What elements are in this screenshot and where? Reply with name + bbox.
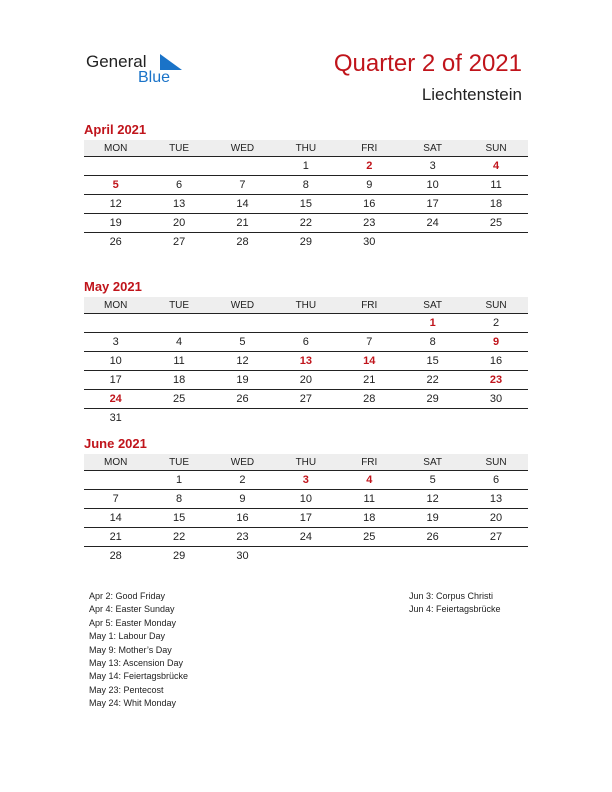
week-row	[84, 176, 528, 195]
weekday-label: SUN	[485, 299, 507, 311]
weekday-header	[84, 454, 528, 471]
weekday-label: SAT	[423, 456, 442, 468]
weekday-label: WED	[230, 456, 255, 468]
month-title: April 2021	[84, 122, 147, 137]
day-cell: 16	[236, 512, 249, 524]
day-cell: 19	[426, 512, 439, 524]
weekday-label: THU	[295, 299, 317, 311]
logo	[86, 52, 196, 90]
week-row	[84, 157, 528, 176]
weekday-label: SAT	[423, 142, 442, 154]
day-cell: 25	[172, 393, 186, 405]
week-row	[84, 390, 528, 409]
day-cell: 12	[426, 493, 439, 505]
day-cell: 26	[109, 236, 122, 248]
month-june	[84, 436, 528, 565]
day-cell: 3	[429, 160, 436, 172]
day-cell: 6	[176, 179, 183, 191]
weekday-label: WED	[230, 142, 255, 154]
day-cell: 27	[299, 393, 312, 405]
day-cell: 8	[429, 336, 436, 348]
week-row	[84, 352, 528, 371]
weekday-label: FRI	[361, 299, 378, 311]
weekday-label: SUN	[485, 142, 507, 154]
holiday-item: Jun 4: Feiertagsbrücke	[409, 604, 501, 615]
day-cell: 2	[366, 160, 373, 172]
holiday-list-right	[409, 590, 501, 617]
week-row	[84, 528, 528, 547]
day-cell: 21	[109, 531, 122, 543]
day-cell: 9	[492, 336, 500, 348]
day-cell: 12	[236, 355, 249, 367]
weekday-label: SUN	[485, 456, 507, 468]
week-row	[84, 371, 528, 390]
day-cell: 21	[236, 217, 249, 229]
weekday-label: SAT	[423, 299, 442, 311]
weekday-label: FRI	[361, 142, 378, 154]
week-row	[84, 490, 528, 509]
weekday-label: TUE	[169, 456, 190, 468]
day-cell: 14	[109, 512, 122, 524]
day-cell: 6	[302, 336, 309, 348]
day-cell: 12	[109, 198, 122, 210]
day-cell: 26	[236, 393, 249, 405]
day-cell: 1	[429, 317, 436, 329]
week-row	[84, 233, 528, 251]
week-row	[84, 509, 528, 528]
day-cell: 22	[426, 374, 439, 386]
day-cell: 11	[173, 355, 185, 367]
logo-triangle-icon	[160, 54, 182, 70]
day-cell: 30	[236, 550, 249, 562]
holiday-item: May 9: Mother’s Day	[89, 644, 172, 655]
holiday-item: Apr 2: Good Friday	[89, 591, 166, 601]
day-cell: 24	[426, 217, 439, 229]
day-cell: 28	[236, 236, 249, 248]
day-cell: 6	[492, 474, 500, 486]
day-cell: 23	[236, 531, 249, 543]
weekday-header	[84, 297, 528, 314]
holiday-item: May 1: Labour Day	[89, 631, 166, 642]
logo-general-text: General	[86, 52, 147, 71]
holiday-item: Apr 4: Easter Sunday	[89, 604, 175, 615]
weekday-label: MON	[104, 299, 128, 311]
day-cell: 30	[363, 236, 376, 248]
week-row	[84, 471, 528, 490]
day-cell: 29	[426, 393, 439, 405]
day-cell: 4	[176, 336, 183, 348]
day-cell: 2	[239, 474, 246, 486]
holiday-list-left	[89, 590, 188, 711]
day-cell: 15	[299, 198, 312, 210]
day-cell: 5	[239, 336, 246, 348]
day-cell: 7	[366, 336, 373, 348]
day-cell: 3	[112, 336, 119, 348]
holiday-item: Jun 3: Corpus Christi	[409, 591, 494, 601]
holiday-item: Apr 5: Easter Monday	[89, 617, 177, 628]
day-cell: 14	[363, 355, 376, 367]
day-cell: 2	[492, 317, 500, 329]
weekday-label: WED	[230, 299, 255, 311]
weekday-label: MON	[104, 456, 128, 468]
day-cell: 11	[490, 179, 502, 191]
weekday-label: THU	[295, 142, 317, 154]
month-may	[84, 279, 528, 427]
week-row	[84, 314, 528, 333]
day-cell: 29	[299, 236, 312, 248]
weekday-label: THU	[295, 456, 317, 468]
day-cell: 20	[489, 512, 503, 524]
day-cell: 27	[172, 236, 186, 248]
day-cell: 5	[429, 474, 436, 486]
day-cell: 22	[172, 531, 186, 543]
day-cell: 19	[236, 374, 249, 386]
day-cell: 14	[236, 198, 249, 210]
day-cell: 21	[363, 374, 376, 386]
day-cell: 26	[426, 531, 439, 543]
day-cell: 11	[363, 493, 375, 505]
week-row	[84, 214, 528, 233]
day-cell: 8	[302, 179, 309, 191]
weekday-label: TUE	[169, 299, 190, 311]
holiday-item: May 24: Whit Monday	[89, 698, 177, 709]
day-cell: 8	[176, 493, 183, 505]
country-name: Liechtenstein	[421, 85, 522, 104]
day-cell: 19	[109, 217, 122, 229]
week-row	[84, 547, 528, 565]
week-row	[84, 333, 528, 352]
day-cell: 23	[489, 374, 503, 386]
week-row	[84, 195, 528, 214]
weekday-label: MON	[104, 142, 128, 154]
day-cell: 1	[302, 160, 309, 172]
day-cell: 27	[489, 531, 503, 543]
day-cell: 30	[489, 393, 503, 405]
weekday-label: FRI	[361, 456, 378, 468]
day-cell: 25	[489, 217, 503, 229]
month-april	[84, 122, 528, 251]
day-cell: 18	[172, 374, 186, 386]
day-cell: 24	[109, 393, 122, 405]
day-cell: 15	[426, 355, 439, 367]
day-cell: 13	[172, 198, 186, 210]
day-cell: 5	[112, 179, 119, 191]
day-cell: 18	[363, 512, 376, 524]
day-cell: 9	[239, 493, 246, 505]
day-cell: 17	[426, 198, 439, 210]
month-title: May 2021	[84, 279, 142, 294]
day-cell: 7	[112, 493, 119, 505]
logo-blue-text: Blue	[138, 69, 171, 86]
day-cell: 24	[299, 531, 312, 543]
weekday-label: TUE	[169, 142, 190, 154]
day-cell: 4	[492, 160, 500, 172]
day-cell: 7	[239, 179, 246, 191]
day-cell: 9	[366, 179, 373, 191]
day-cell: 10	[426, 179, 439, 191]
day-cell: 23	[363, 217, 376, 229]
day-cell: 16	[489, 355, 503, 367]
day-cell: 20	[299, 374, 312, 386]
month-title: June 2021	[84, 436, 147, 451]
day-cell: 18	[489, 198, 503, 210]
day-cell: 17	[109, 374, 122, 386]
holiday-item: May 23: Pentecost	[89, 684, 164, 695]
day-cell: 13	[299, 355, 312, 367]
day-cell: 4	[366, 474, 373, 486]
day-cell: 22	[299, 217, 312, 229]
day-cell: 10	[299, 493, 312, 505]
day-cell: 10	[109, 355, 122, 367]
weekday-header	[84, 140, 528, 157]
holiday-item: May 14: Feiertagsbrücke	[89, 671, 189, 682]
day-cell: 1	[176, 474, 183, 486]
day-cell: 17	[299, 512, 312, 524]
day-cell: 15	[172, 512, 186, 524]
day-cell: 28	[109, 550, 122, 562]
day-cell: 29	[172, 550, 186, 562]
week-row	[84, 409, 528, 427]
day-cell: 28	[363, 393, 376, 405]
day-cell: 25	[363, 531, 376, 543]
day-cell: 20	[172, 217, 186, 229]
day-cell: 16	[363, 198, 376, 210]
day-cell: 13	[489, 493, 503, 505]
day-cell: 31	[109, 412, 122, 424]
holiday-item: May 13: Ascension Day	[89, 658, 184, 669]
day-cell: 3	[302, 474, 309, 486]
page-title: Quarter 2 of 2021	[333, 50, 522, 77]
